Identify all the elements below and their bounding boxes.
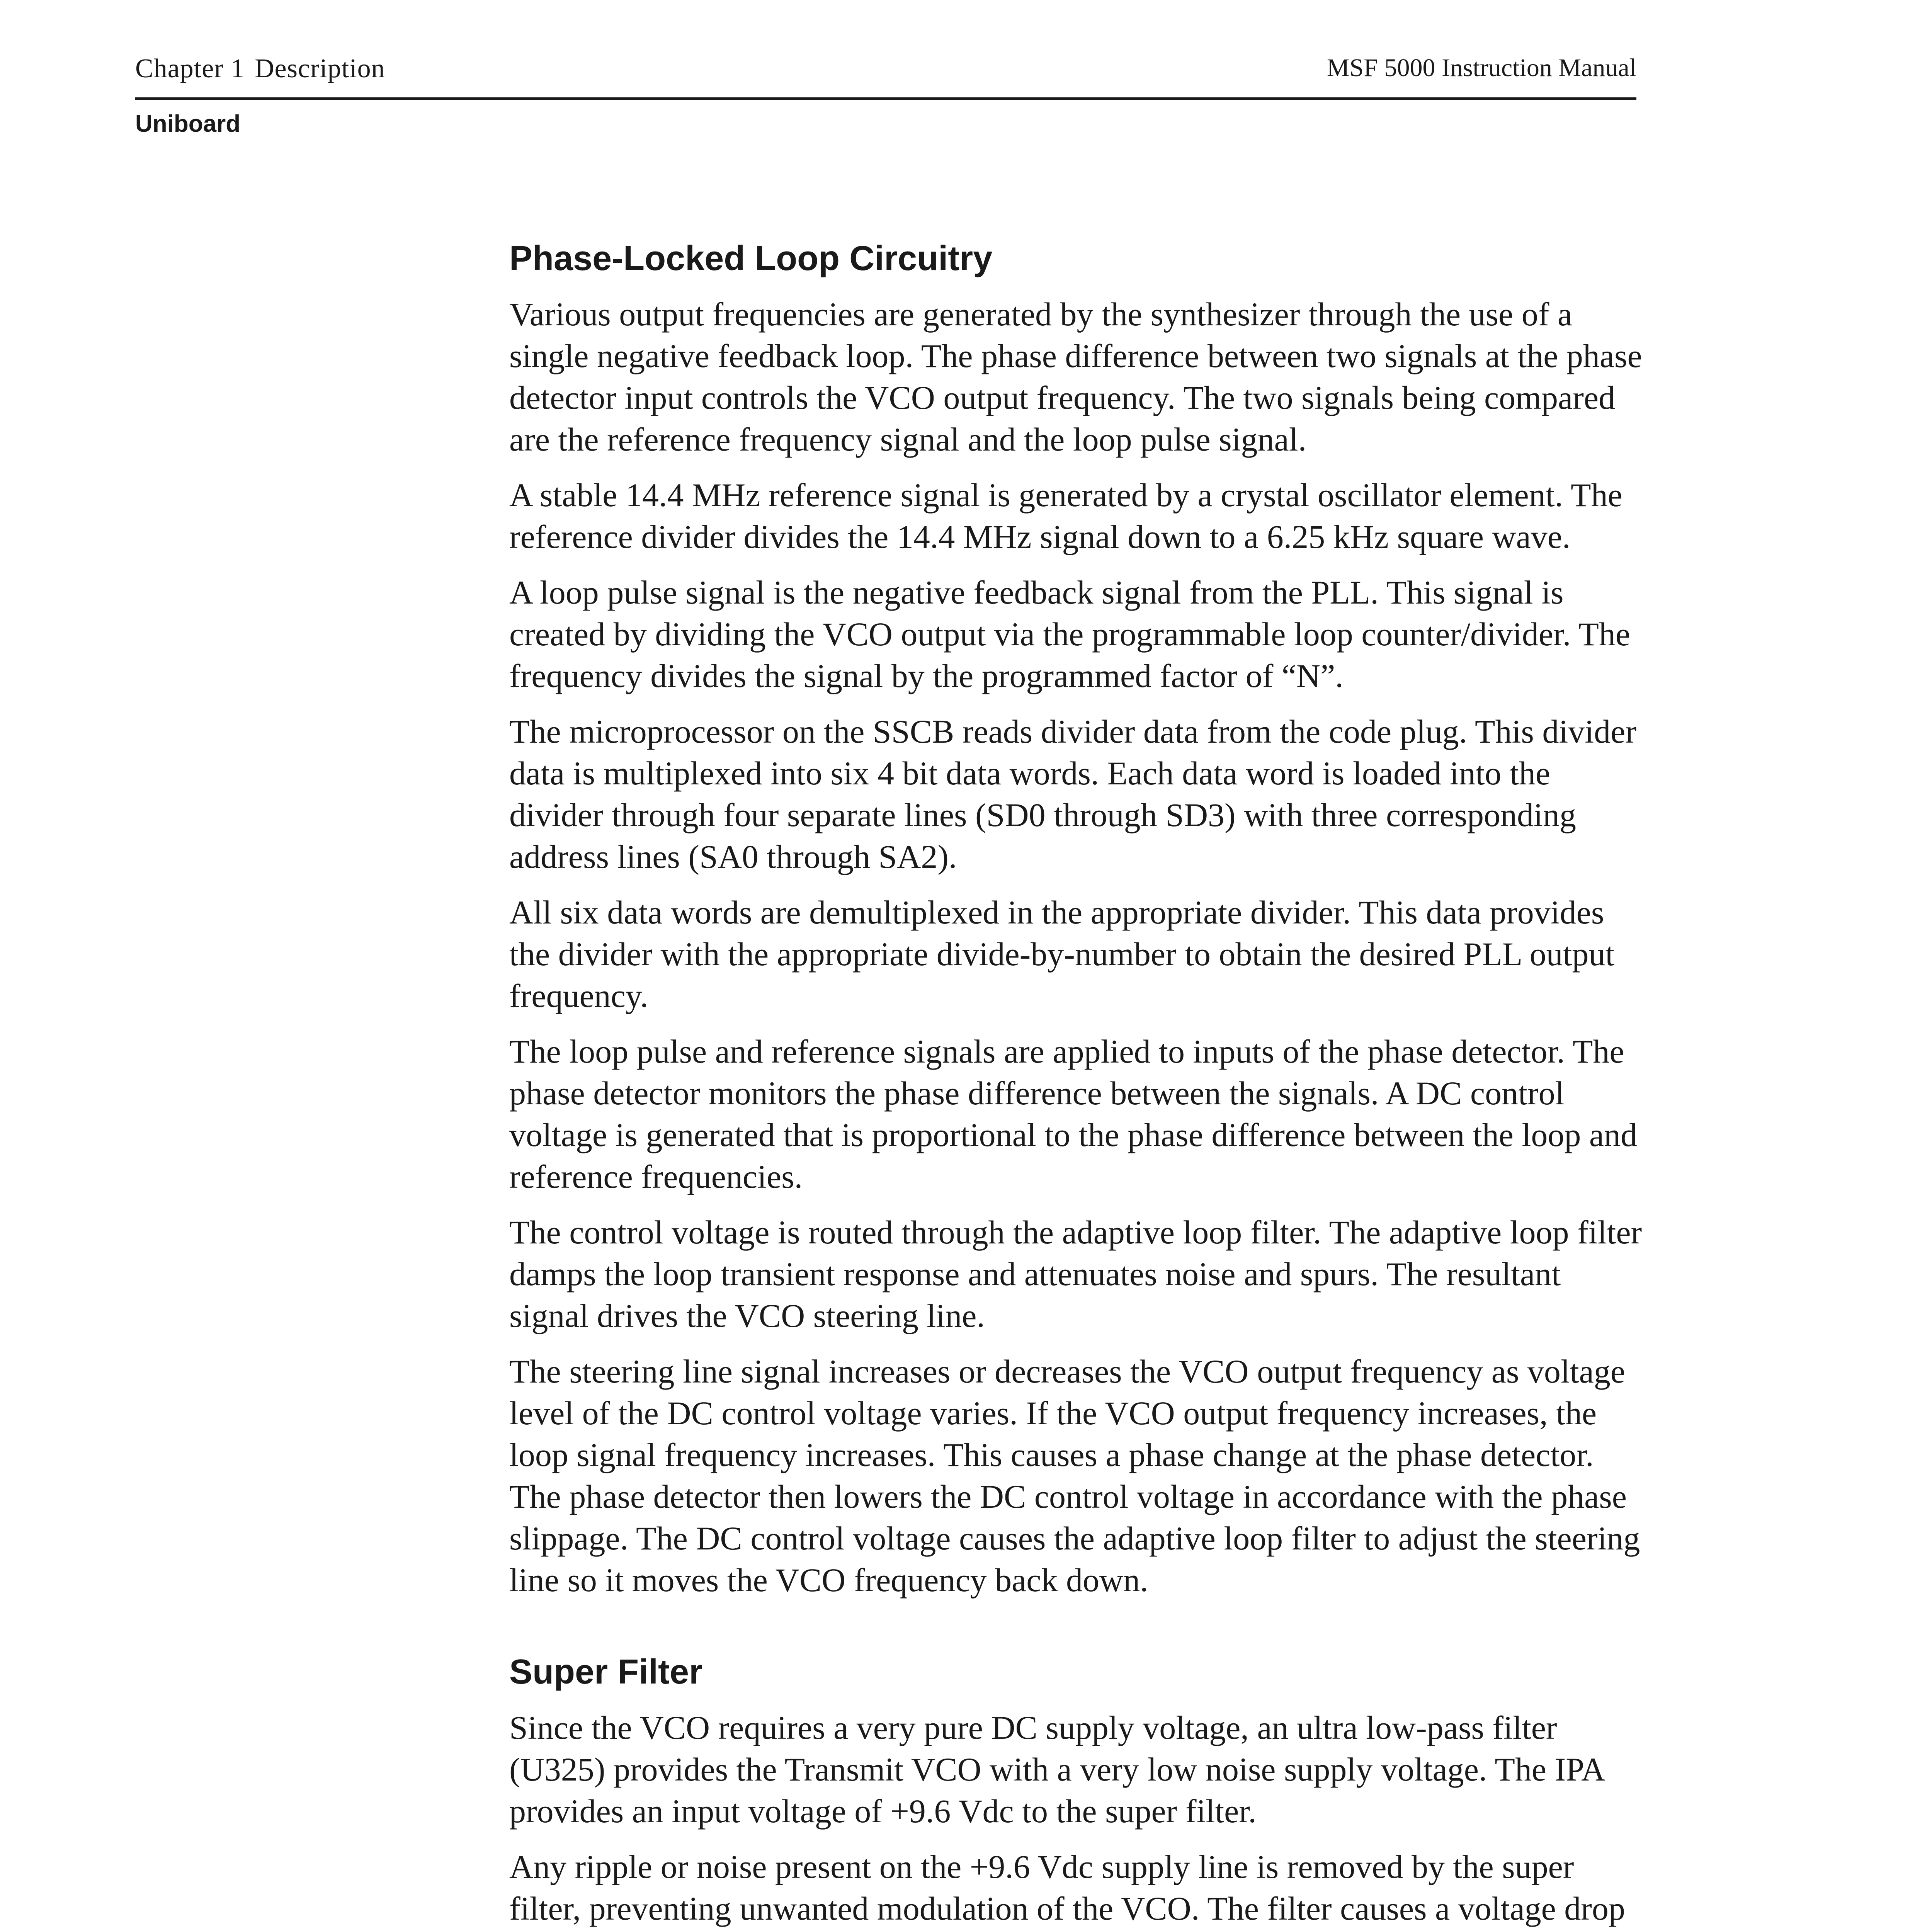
paragraph: A loop pulse signal is the negative feedback signal from the PLL. This signal is created by dividing the VCO output via the programmable loop counter/divider. The frequency divides the signal by the programmed factor of “N”. bbox=[509, 574, 1631, 694]
section-label: Uniboard bbox=[135, 111, 241, 137]
paragraph: Since the VCO requires a very pure DC supply voltage, an ultra low-pass filter (U325) provides the Transmit VCO with a very low noise supply voltage. The IPA provides an input voltage of +9.6 Vdc to the super filter. bbox=[509, 1709, 1604, 1830]
paragraph: The control voltage is routed through the adaptive loop filter. The adaptive loop filter damps the loop transient response and attenuates noise and spurs. The resultant signal drives the VCO steering line. bbox=[509, 1214, 1642, 1334]
section-heading: Phase-Locked Loop Circuitry bbox=[509, 239, 993, 278]
section-heading: Super Filter bbox=[509, 1653, 703, 1691]
page-content bbox=[509, 238, 1645, 1932]
manual-title: MSF 5000 Instruction Manual bbox=[1327, 54, 1636, 82]
page-header bbox=[135, 50, 1636, 100]
chapter-number: Chapter 1 bbox=[135, 54, 245, 83]
paragraph: The loop pulse and reference signals are applied to inputs of the phase detector. The phase detector monitors the phase difference between the signals. A DC control voltage is generated that is proportional to the phase difference between the loop and reference frequencies. bbox=[509, 1033, 1638, 1195]
paragraph: The steering line signal increases or decreases the VCO output frequency as voltage level of the DC control voltage varies. If the VCO output frequency increases, the loop signal frequency increases. This causes a phase change at the phase detector. The phase detector then lowers the DC control voltage in accordance with the phase slippage. The DC control voltage causes the adaptive loop filter to adjust the steering line so it moves the VCO frequency back down. bbox=[509, 1353, 1640, 1599]
paragraph: Various output frequencies are generated by the synthesizer through the use of a single negative feedback loop. The phase difference between two signals at the phase detector input controls the VCO output frequency. The two signals being compared are the reference frequency signal and the loop pulse signal. bbox=[509, 296, 1642, 458]
paragraph: A stable 14.4 MHz reference signal is generated by a crystal oscillator element. The reference divider divides the 14.4 MHz signal down to a 6.25 kHz square wave. bbox=[509, 476, 1622, 555]
chapter-title: Description bbox=[255, 54, 385, 83]
chapter-header bbox=[135, 53, 385, 84]
section-phase-locked-loop bbox=[509, 238, 1645, 1601]
paragraph: All six data words are demultiplexed in the appropriate divider. This data provides the divider with the appropriate divide-by-number to obtain the desired PLL output frequency. bbox=[509, 894, 1615, 1014]
header-divider bbox=[135, 97, 1636, 100]
paragraph: Any ripple or noise present on the +9.6 Vdc supply line is removed by the super filter, preventing unwanted modulation of the VCO. The filter causes a voltage drop bbox=[509, 1848, 1625, 1927]
paragraph: The microprocessor on the SSCB reads divider data from the code plug. This divider data is multiplexed into six 4 bit data words. Each data word is loaded into the divider through four separate lines (SD0 through SD3) with three corresponding address lines (SA0 through SA2). bbox=[509, 713, 1636, 875]
section-super-filter bbox=[509, 1651, 1645, 1932]
